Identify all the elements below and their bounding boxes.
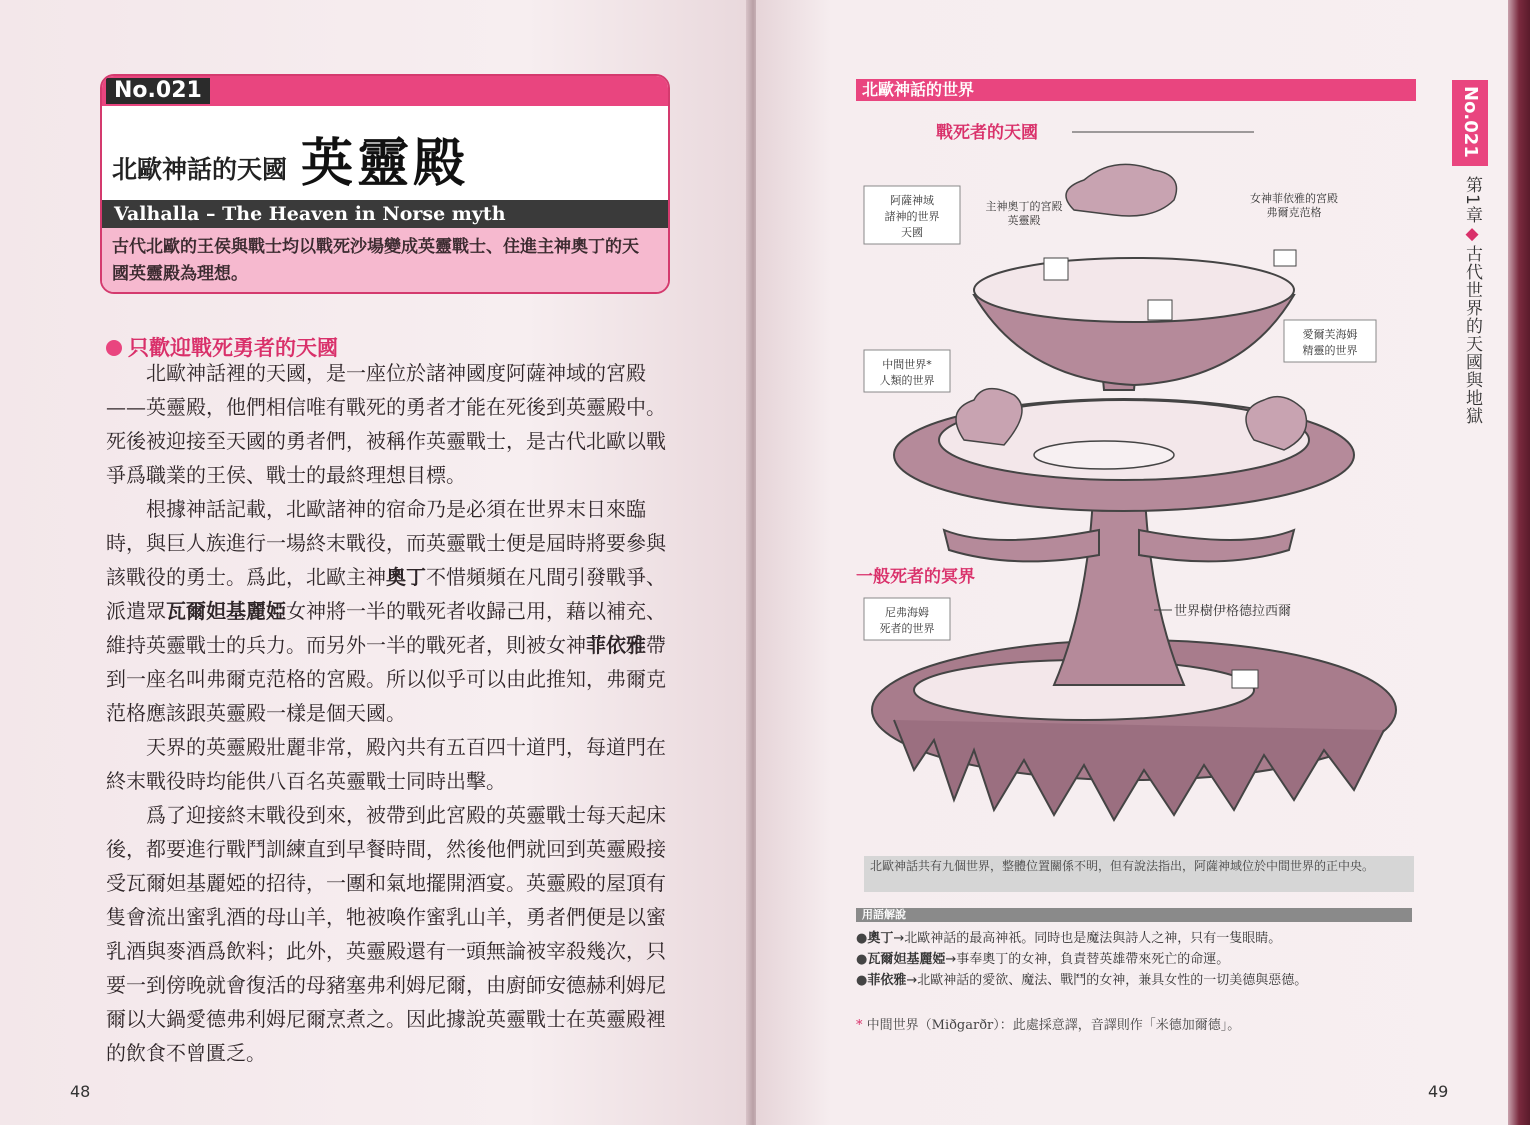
svg-text:主神奧丁的宮殿: 主神奧丁的宮殿 bbox=[985, 200, 1063, 213]
svg-text:女神菲依雅的宮殿: 女神菲依雅的宮殿 bbox=[1250, 192, 1338, 205]
term-item: ●瓦爾妲基麗婭→事奉奧丁的女神，負責替英雄帶來死亡的命運。 bbox=[856, 952, 1230, 967]
label-asgard bbox=[864, 186, 960, 244]
right-page bbox=[756, 0, 1508, 1125]
entry-header bbox=[100, 74, 670, 294]
page-number: 49 bbox=[1428, 1082, 1449, 1101]
footnote: * 中間世界（Miðgarðr）：此處採意譯，音譯則作「米德加爾德」。 bbox=[856, 1018, 1241, 1033]
english-title: Valhalla – The Heaven in Norse myth bbox=[114, 203, 506, 225]
section-heading-text: 只歡迎戰死勇者的天國 bbox=[128, 336, 338, 360]
svg-text:尼弗海姆: 尼弗海姆 bbox=[885, 606, 929, 619]
asterisk-icon: * bbox=[856, 1018, 863, 1033]
diagram-title-bar bbox=[856, 79, 1416, 101]
svg-text:愛爾芙海姆: 愛爾芙海姆 bbox=[1302, 328, 1358, 341]
paragraph: 根據神話記載，北歐諸神的宿命乃是必須在世界末日來臨時，與巨人族進行一場終末戰役，而英靈戰士便是屆時將要參與該戰役的勇士。爲此，北歐主神奧丁不惜頻頻在凡間引發戰爭、派遣眾瓦爾妲基麗婭女神將一半的戰死者收歸己用，藉以補充、維持英靈戰士的兵力。而另外一半的戰死者，則被女神菲依雅帶到一座名叫弗爾克范格的宮殿。所以似乎可以由此推知，弗爾克范格應該跟英靈殿一樣是個天國。 bbox=[106, 497, 666, 725]
terms-heading: 用語解說 bbox=[862, 908, 906, 921]
svg-text:一般死者的冥界: 一般死者的冥界 bbox=[856, 567, 975, 587]
page-number: 48 bbox=[70, 1082, 91, 1101]
term-item: ●菲依雅→北歐神話的愛欲、魔法、戰鬥的女神，兼具女性的一切美德與惡德。 bbox=[856, 973, 1308, 988]
paragraph: 天界的英靈殿壯麗非常，殿內共有五百四十道門，每道門在終末戰役時均能供八百名英靈戰士同時出擊。 bbox=[106, 735, 666, 793]
english-title-bar bbox=[102, 200, 668, 228]
side-tab: No.021 bbox=[1452, 80, 1488, 166]
bullet-icon: ● bbox=[856, 952, 868, 967]
entry-subtitle: 北歐神話的天國 bbox=[112, 155, 288, 184]
body-text bbox=[106, 356, 672, 1070]
svg-text:阿薩神域: 阿薩神域 bbox=[890, 194, 934, 207]
left-page bbox=[0, 0, 752, 1125]
svg-text:死者的世界: 死者的世界 bbox=[879, 622, 935, 635]
svg-text:戰死者的天國: 戰死者的天國 bbox=[936, 123, 1038, 143]
svg-text:精靈的世界: 精靈的世界 bbox=[1302, 344, 1358, 357]
chapter-title-vertical: 第1章◆古代世界的天國與地獄 bbox=[1462, 176, 1482, 425]
bullet-icon: ● bbox=[856, 931, 868, 946]
svg-text:中間世界*: 中間世界* bbox=[882, 358, 932, 371]
term-item: ●奧丁→北歐神話的最高神祇。同時也是魔法與詩人之神，只有一隻眼睛。 bbox=[856, 931, 1282, 946]
svg-text:諸神的世界: 諸神的世界 bbox=[884, 210, 940, 223]
paragraph: 爲了迎接終末戰役到來，被帶到此宮殿的英靈戰士每天起床後，都要進行戰鬥訓練直到早餐時間，然後他們就回到英靈殿接受瓦爾妲基麗婭的招待，一團和氣地擺開酒宴。英靈殿的屋頂有隻會流出蜜乳酒的母山羊，牠被喚作蜜乳山羊，勇者們便是以蜜乳酒與麥酒爲飲料；此外，英靈殿還有一頭無論被宰殺幾次，只要一到傍晚就會復活的母豬塞弗利姆尼爾，由廚師安德赫利姆尼爾以大鍋愛德弗利姆尼爾烹煮之。因此據說英靈戰士在英靈殿裡的飲食不曾匱乏。 bbox=[106, 803, 666, 1065]
svg-text:英靈殿: 英靈殿 bbox=[1007, 214, 1041, 227]
entry-title: 英靈殿 bbox=[301, 134, 470, 194]
term-freyja: 菲依雅 bbox=[586, 633, 646, 657]
label-niflheim bbox=[864, 598, 950, 640]
terms-list bbox=[856, 928, 1416, 991]
paragraph: 北歐神話裡的天國，是一座位於諸神國度阿薩神域的宮殿——英靈殿，他們相信唯有戰死的勇者才能在死後到英靈殿中。死後被迎接至天國的勇者們，被稱作英靈戰士，是古代北歐以戰爭爲職業的王侯、戰士的最終理想目標。 bbox=[106, 361, 666, 487]
diagram-title: 北歐神話的世界 bbox=[862, 80, 975, 99]
svg-text:天國: 天國 bbox=[901, 226, 923, 239]
summary-box bbox=[102, 228, 668, 292]
svg-text:世界樹伊格德拉西爾: 世界樹伊格德拉西爾 bbox=[1174, 604, 1292, 619]
terms-heading-bar bbox=[856, 908, 1412, 922]
label-midgard bbox=[864, 350, 950, 392]
book-edge bbox=[1508, 0, 1530, 1125]
title-row bbox=[112, 116, 469, 196]
svg-text:人類的世界: 人類的世界 bbox=[879, 374, 935, 387]
summary-text: 古代北歐的王侯與戰士均以戰死沙場變成英靈戰士、住進主神奧丁的天國英靈殿為理想。 bbox=[112, 237, 639, 284]
midgard-disk bbox=[894, 389, 1354, 511]
svg-text:弗爾克范格: 弗爾克范格 bbox=[1266, 206, 1322, 219]
diamond-icon: ◆ bbox=[1462, 223, 1482, 245]
label-alfheim bbox=[1284, 320, 1376, 362]
label-underworld bbox=[856, 566, 975, 587]
bullet-dot-icon bbox=[106, 340, 122, 356]
diagram-caption: 北歐神話共有九個世界，整體位置關係不明，但有說法指出，阿薩神域位於中間世界的正中央。 bbox=[864, 856, 1414, 892]
term-valkyrie: 瓦爾妲基麗婭 bbox=[166, 599, 286, 623]
label-odin-palace bbox=[986, 199, 1063, 227]
entry-number-badge: No.021 bbox=[106, 78, 210, 104]
label-yggdrasil bbox=[1154, 603, 1291, 619]
label-freyja-palace bbox=[1250, 191, 1338, 219]
term-odin: 奧丁 bbox=[386, 565, 426, 589]
yggdrasil-diagram bbox=[854, 110, 1414, 850]
label-heaven-of-fallen bbox=[936, 122, 1254, 143]
bullet-icon: ● bbox=[856, 973, 868, 988]
